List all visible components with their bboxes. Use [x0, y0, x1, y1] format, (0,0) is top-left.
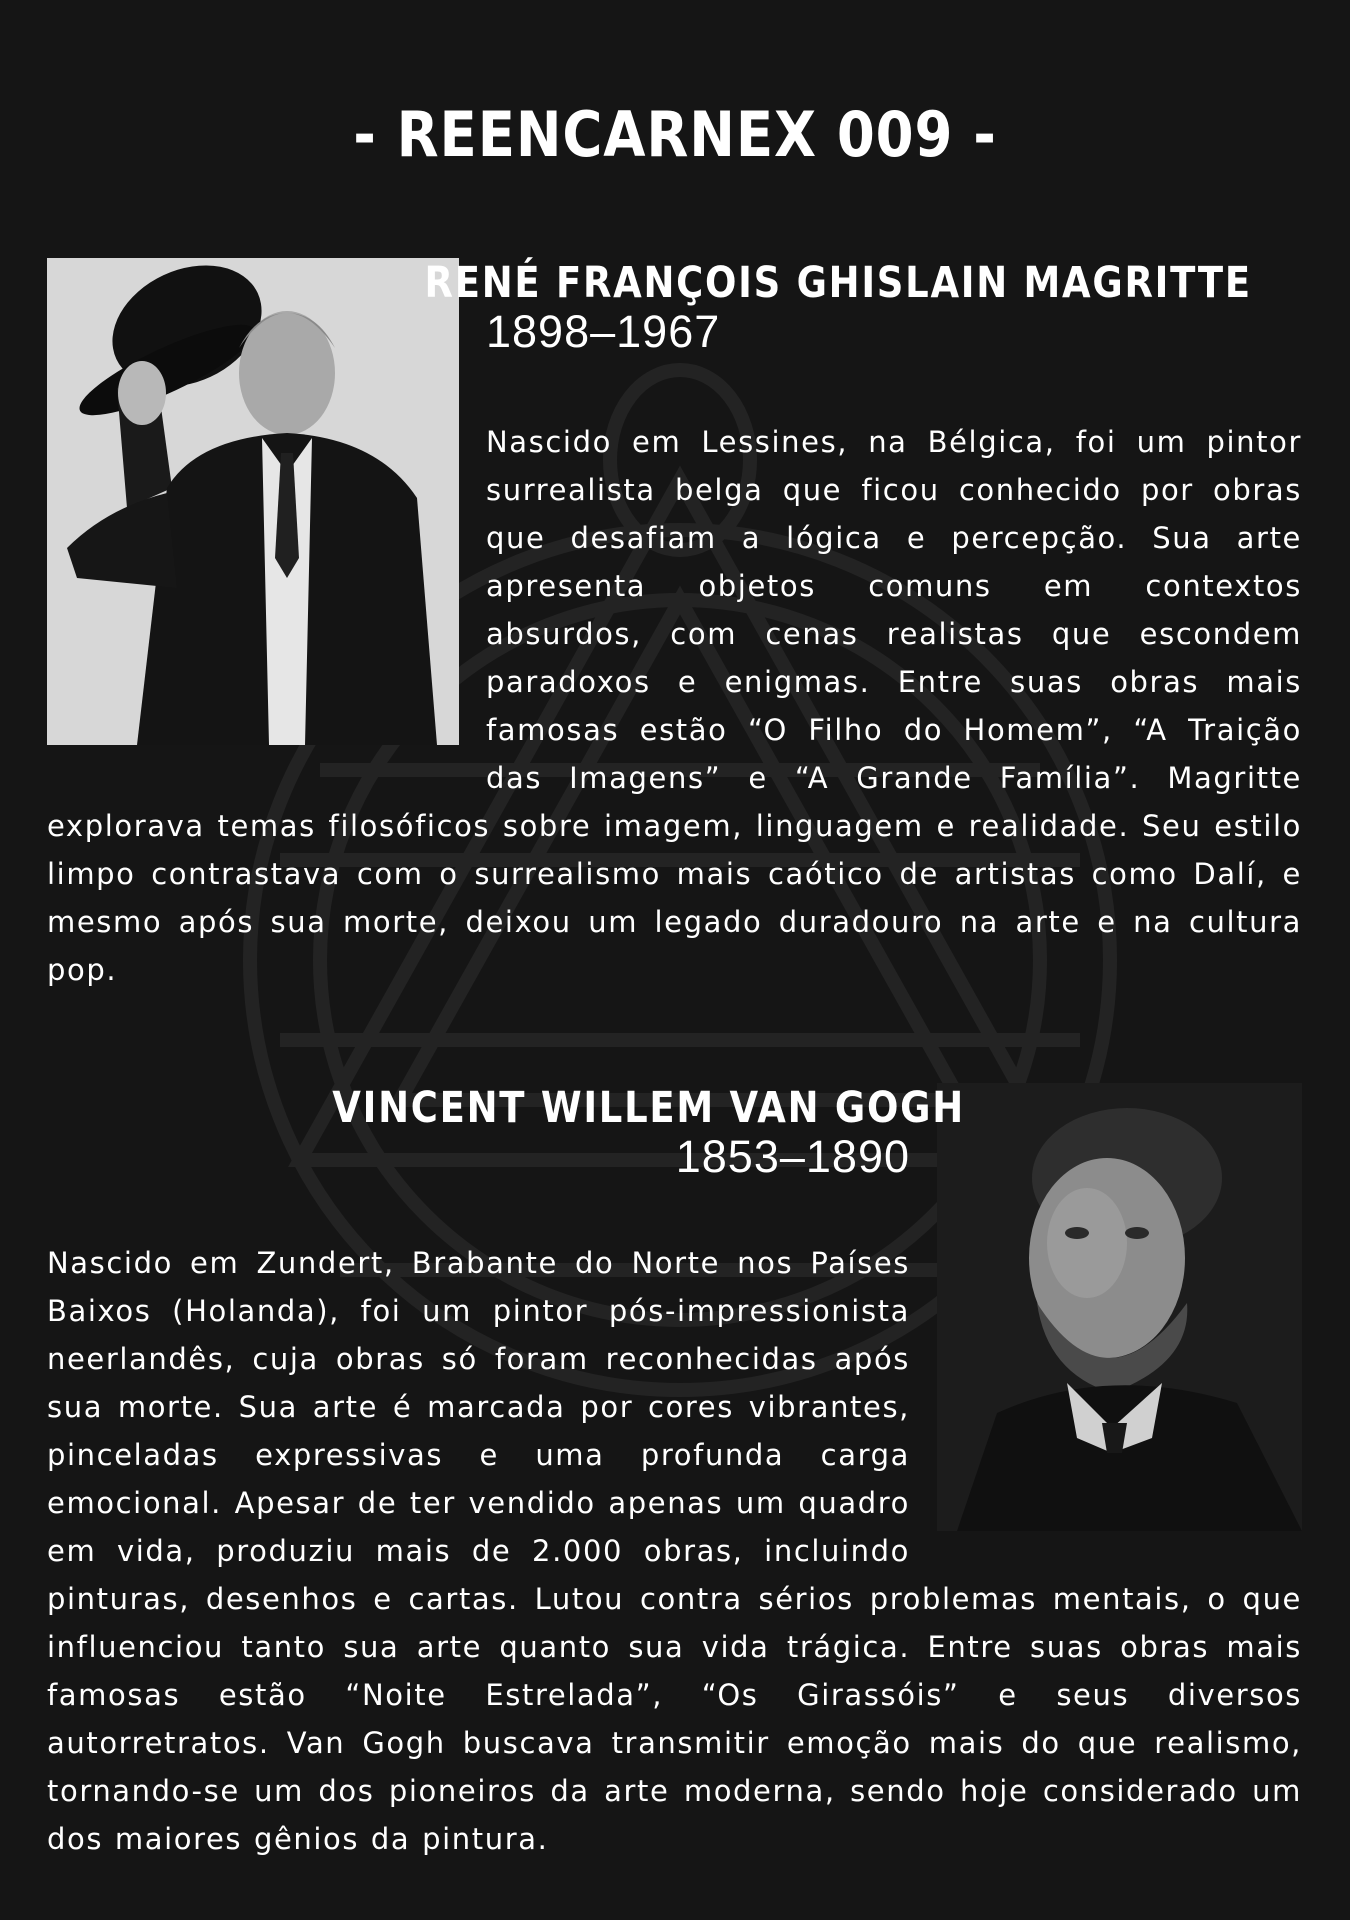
artist-bio: Nascido em Lessines, na Bélgica, foi um pintor surrealista belga que ficou conhecido por obras que desafiam a lógica e percepção. Sua arte apresenta objetos comuns em contextos absurdos, com cenas realistas que escondem paradoxos e enigmas. Entre suas obras mais famosas estão “O Filho do Homem”, “A Traição das Imagens” e “A Grande Família”. Magritte explorava temas filosóficos sobre imagem, linguagem e realidade. Seu estilo limpo contrastava com o surrealismo mais caótico de artistas como Dalí, e mesmo após sua morte, deixou um legado duradouro na arte e na cultura pop.: [47, 425, 1302, 987]
magritte-portrait: [47, 258, 459, 745]
artist-years: 1853–1890: [675, 1131, 910, 1182]
artist-bio: Nascido em Zundert, Brabante do Norte nos Países Baixos (Holanda), foi um pintor pós-impressionista neerlandês, cuja obras só foram reconhecidas após sua morte. Sua arte é marcada por cores vibrantes, pinceladas expressivas e uma profunda carga emocional. Apesar de ter vendido apenas um quadro em vida, produziu mais de 2.000 obras, incluindo pinturas, desenhos e cartas. Lutou contra sérios problemas mentais, o que influenciou tanto sua arte quanto sua vida trágica. Entre suas obras mais famosas estão “Noite Estrelada”, “Os Girassóis” e seus diversos autorretratos. Van Gogh buscava transmitir emoção mais do que realismo, tornando-se um dos pioneiros da arte moderna, sendo hoje considerado um dos maiores gênios da pintura.: [47, 1246, 1302, 1856]
page-title: - REENCARNEX 009 -: [353, 98, 997, 171]
artist-name: VINCENT WILLEM VAN GOGH: [332, 1083, 965, 1133]
artist-years: 1898–1967: [486, 306, 721, 357]
artist-section-van-gogh: [47, 1083, 1302, 1863]
artist-name: RENÉ FRANÇOIS GHISLAIN MAGRITTE: [424, 258, 1252, 308]
van-gogh-portrait: [937, 1083, 1302, 1531]
artist-section-magritte: [47, 258, 1302, 994]
